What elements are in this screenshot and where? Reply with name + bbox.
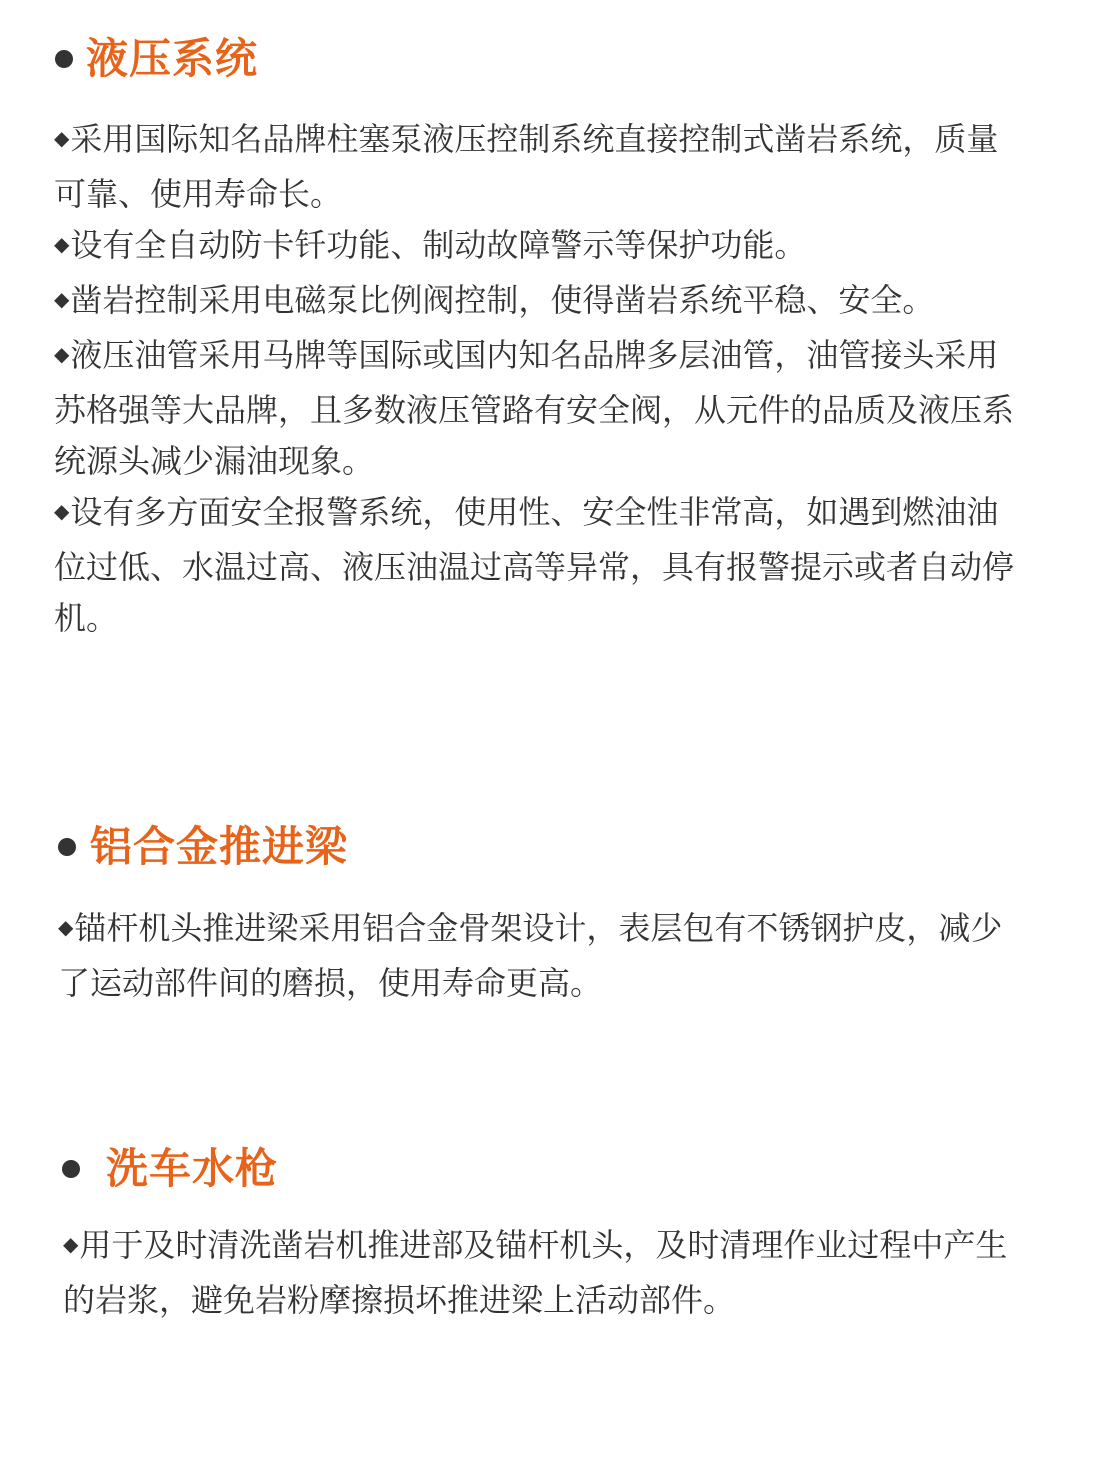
- section-body: [54, 114, 1014, 644]
- feature-item: [54, 114, 1014, 220]
- feature-text: 采用国际知名品牌柱塞泵液压控制系统直接控制式凿岩系统，质量可靠、使用寿命长。: [54, 120, 999, 213]
- feature-text: 液压油管采用马牌等国际或国内知名品牌多层油管，油管接头采用苏格强等大品牌，且多数液压管路有安全阀，从元件的品质及液压系统源头减少漏油现象。: [54, 336, 1015, 480]
- section-title: 洗车水枪: [106, 1144, 279, 1193]
- feature-text: 锚杆机头推进梁采用铝合金骨架设计，表层包有不锈钢护皮，减少了运动部件间的磨损，使用寿命更高。: [58, 909, 1003, 1002]
- section-body: [58, 903, 1018, 1009]
- feature-item: [54, 220, 1014, 275]
- section-title: 液压系统: [86, 34, 259, 83]
- diamond-bullet-icon: ◆: [54, 126, 70, 150]
- section-heading: [62, 1144, 279, 1193]
- feature-item: [58, 903, 1018, 1009]
- section-heading: [58, 822, 349, 871]
- feature-text: 设有多方面安全报警系统，使用性、安全性非常高，如遇到燃油油位过低、水温过高、液压油温过高等异常，具有报警提示或者自动停机。: [54, 493, 1015, 637]
- bullet-dot-icon: [58, 838, 76, 856]
- diamond-bullet-icon: ◆: [54, 342, 70, 366]
- bullet-dot-icon: [55, 50, 73, 68]
- feature-item: [54, 275, 1014, 330]
- feature-text: 凿岩控制采用电磁泵比例阀控制，使得凿岩系统平稳、安全。: [70, 281, 935, 319]
- diamond-bullet-icon: ◆: [54, 287, 70, 311]
- section-body: [63, 1220, 1023, 1326]
- feature-text: 用于及时清洗凿岩机推进部及锚杆机头，及时清理作业过程中产生的岩浆，避免岩粉摩擦损坏推进梁上活动部件。: [63, 1226, 1008, 1319]
- section-title: 铝合金推进梁: [90, 822, 349, 871]
- feature-item: [54, 487, 1014, 644]
- diamond-bullet-icon: ◆: [58, 915, 74, 939]
- diamond-bullet-icon: ◆: [54, 232, 70, 256]
- section-heading: [55, 34, 259, 83]
- feature-text: 设有全自动防卡钎功能、制动故障警示等保护功能。: [70, 226, 807, 264]
- feature-item: [63, 1220, 1023, 1326]
- bullet-dot-icon: [62, 1160, 80, 1178]
- diamond-bullet-icon: ◆: [63, 1232, 79, 1256]
- feature-item: [54, 330, 1014, 487]
- diamond-bullet-icon: ◆: [54, 499, 70, 523]
